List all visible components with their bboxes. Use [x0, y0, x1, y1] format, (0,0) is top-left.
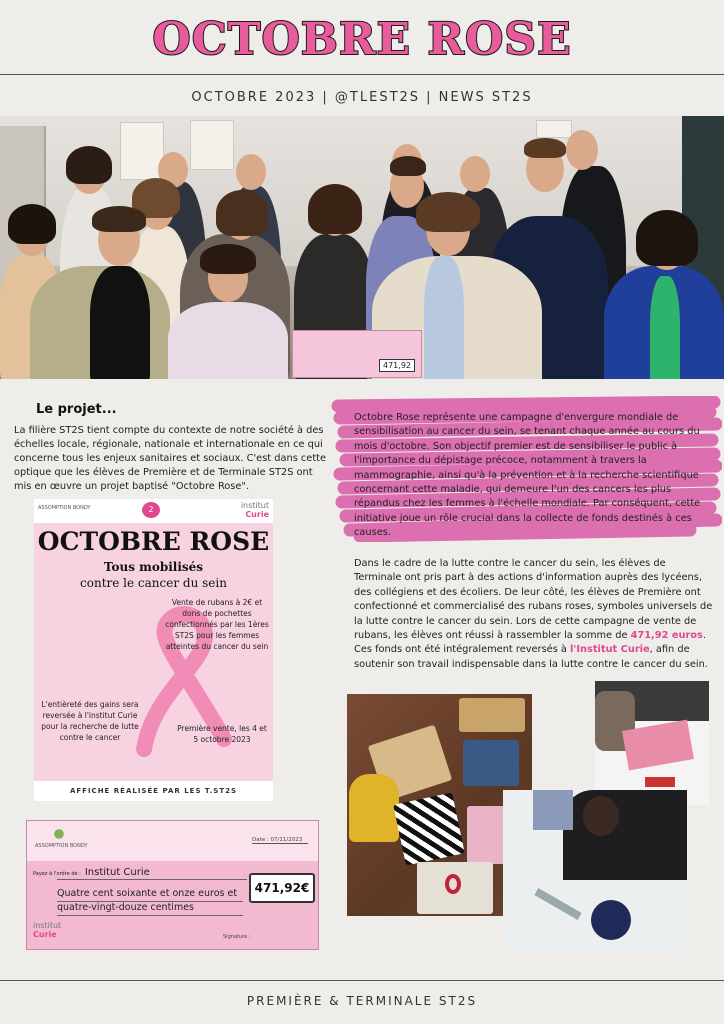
crafting-photo-2: [503, 790, 687, 950]
octobre-rose-text: Octobre Rose représente une campagne d'envergure mondiale de sensibilisation au cancer du sein, se tenant chaque année au cours du mois d'octobre. Son objectif premier est de sensibiliser le public à l'importance du dépistage précoce, notamment à travers la mammographie, ainsi qu'à la prévention et à la recherche scientifique concernant cette maladie, qui demeure l'un des cancers les plus répandus chez les femmes à l'échelle mondiale. Par conséquent, cette initiative joue un rôle crucial dans la collecte de fonds destinés à ces causes.: [354, 412, 701, 539]
institute-highlight: l'Institut Curie: [570, 644, 650, 656]
affiche-logo-school: ASSOMPTION BONDY: [38, 505, 91, 511]
tree-logo-icon: [45, 827, 73, 841]
divider: [0, 980, 724, 981]
issue-subtitle: OCTOBRE 2023 | @TLEST2S | NEWS ST2S: [191, 90, 533, 105]
cheque-logo-text: ASSOMPTION BONDY: [35, 843, 88, 849]
curie-logo: institut Curie: [240, 501, 269, 519]
projet-heading: Le projet...: [36, 402, 117, 417]
cheque-amount: 471,92€: [249, 873, 315, 903]
affiche-date-text: Première vente, les 4 et 5 octobre 2023: [177, 724, 267, 744]
affiche-footer: AFFICHE RÉALISÉE PAR LES T.ST2S: [34, 781, 273, 801]
group-photo: [0, 116, 724, 379]
crafting-photo-1: [595, 681, 709, 805]
cheque-amount-words: Quatre cent soixante et onze euros et quatre-vingt-douze centimes: [57, 888, 238, 913]
photo-cheque-amount: 471,92: [379, 359, 415, 372]
photo-cheque: [292, 330, 422, 378]
affiche-sale-text: Vente de rubans à 2€ et dons de pochettes confectionnés par les 1ères ST2S pour les femmes atteintes du cancer du sein: [165, 598, 269, 651]
footer-text: PREMIÈRE & TERMINALE ST2S: [246, 994, 478, 1008]
cheque-date: Date : 07/11/2023: [252, 837, 308, 844]
cheque-curie-logo: institut Curie: [33, 921, 62, 939]
affiche-poster: [34, 499, 273, 801]
heart-icon: 2: [142, 502, 160, 518]
amount-highlight: 471,92 euros: [630, 630, 703, 642]
divider: [0, 74, 724, 75]
affiche-donation-text: L'entièreté des gains sera reversée à l'institut Curie pour la recherche de lutte contre le cancer: [41, 700, 139, 742]
lutte-text: Dans le cadre de la lutte contre le cancer du sein, les élèves de Terminale ont pris part à des actions d'information auprès des lycéens, des collégiens et des écoliers. De leur côté, les élèves de Première ont confectionné et commercialisé des rubans roses, symboles universels de la lutte contre le cancer du sein. Lors de cette campagne de vente de rubans, les élèves ont réussi à rassembler la somme de 471,92 euros. Ces fonds ont été intégralement reversés à l'Institut Curie, afin de soutenir son travail indispensable dans la lutte contre le cancer du sein.: [354, 558, 713, 670]
cheque-signature: Signature :: [223, 934, 251, 940]
cheque-image: [26, 820, 319, 950]
page-title: OCTOBRE ROSE: [152, 14, 572, 65]
affiche-title: OCTOBRE ROSE: [37, 527, 270, 556]
cheque-payee: Payez à l'ordre de : Institut Curie: [33, 867, 150, 878]
affiche-subtitle: Tous mobilisés contre le cancer du sein: [80, 560, 227, 590]
projet-text: La filière ST2S tient compte du contexte de notre société à des échelles locale, régionale, nationale et internationale en ce qui concerne tous les enjeux sanitaires et sociaux. C'est dans cette optique que les élèves de Première et de Terminale ST2S ont mis en œuvre un projet baptisé "Octobre Rose".: [14, 425, 327, 492]
